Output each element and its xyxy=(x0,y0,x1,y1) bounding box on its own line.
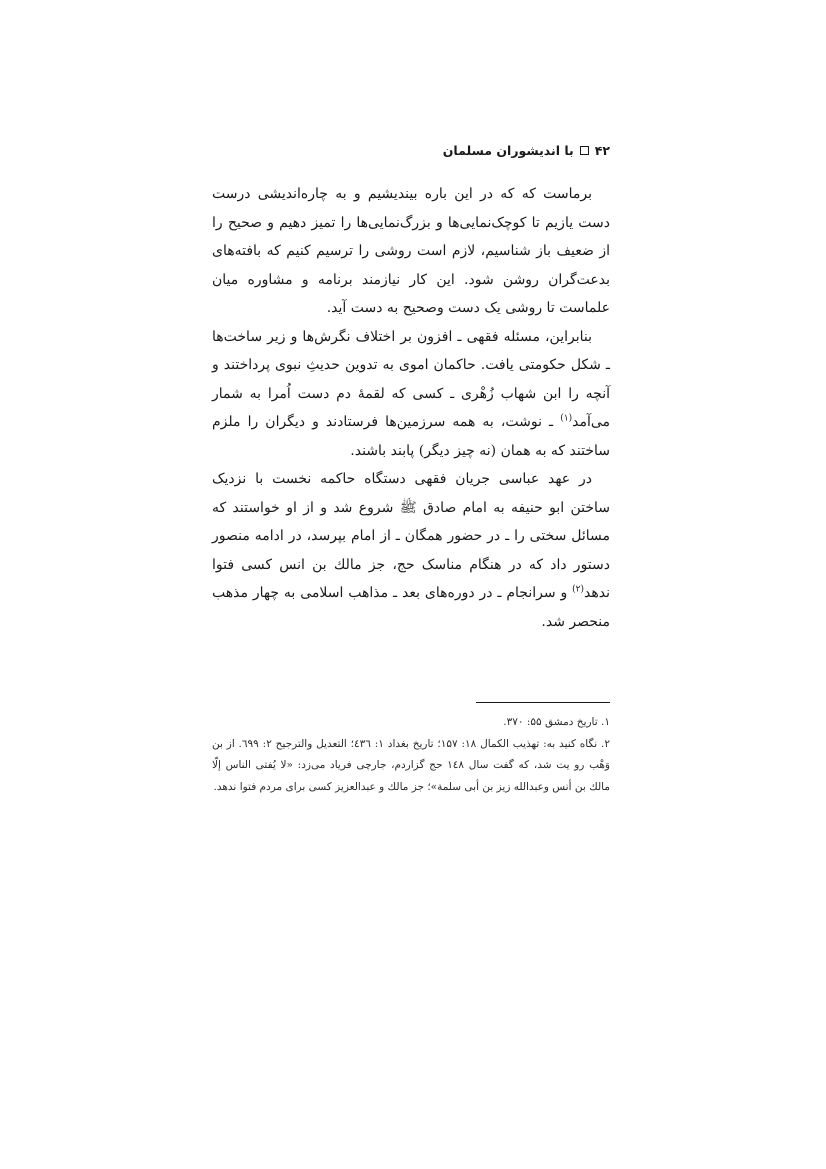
paragraph-2 xyxy=(212,323,610,466)
paragraph-text: برماست که که در این باره بیندیشیم و به چاره‌اندیشی درست دست یازیم تا کوچک‌نمایی‌ها و بزرگ‌نمایی‌ها را تمیز دهیم و صحیح را از ضعیف باز شناسیم، لازم است روشی را ترسیم کنیم که بافته‌های بدعت‌گران روشن شود. این کار نیازمند برنامه و مشاوره میان علماست تا روشی یک دست وصحیح به دست آید. xyxy=(212,186,610,316)
square-ornament-icon xyxy=(580,146,589,155)
body-text xyxy=(212,180,610,636)
paragraph-text: بنابراین، مسئله فقهی ـ افزون بر اختلاف نگرش‌ها و زیر ساخت‌ها ـ شکل حکومتی یافت. حاکمان اموی به تدوین حدیثِ نبوی پرداختند و آنچه را ابن شهاب زُهْری ـ کسی که لقمهٔ دم دست اُمرا به شمار می‌آمد xyxy=(212,328,610,430)
page-number: ۴۲ xyxy=(594,143,610,158)
book-title: با اندیشوران مسلمان xyxy=(442,143,574,158)
footnote-2: ۲. نگاه کنید به: تهذیب الکمال ۱۸: ۱۵۷؛ تاریخ بغداد ۱: ٤٣٦؛ التعدیل والترجیح ۲: ٦٩٩. از بن وَهْب رو یت شد، که گفت سال ١٤٨ حج گزاردم، جارچی فریاد می‌زد: «لا یُفتی الناس إلّا مالك بن أنس وعبدالله زیز بن أبی سلمة»؛ جز مالك و عبدالعزیز کسی برای مردم فتوا ندهد. xyxy=(212,737,610,793)
paragraph-text: در عهد عباسی جریان فقهی دستگاه حاکمه نخست با نزدیک ساختن ابو حنیفه به امام صادق ﷺ شروع شد و از او خواستند که مسائل سختی را ـ در حضور همگان ـ از امام بپرسد، در ادامه منصور دستور داد که در هنگام مناسک حج، جز مالك بن انس کسی فتوا ندهد xyxy=(212,471,610,601)
paragraph-3 xyxy=(212,465,610,636)
running-header xyxy=(212,143,610,158)
footnote-ref-1: (۱) xyxy=(560,413,573,424)
footnote-divider xyxy=(476,702,610,703)
paragraph-text: و سرانجام ـ در دوره‌های بعد ـ مذاهب اسلامی به چهار مذهب منحصر شد. xyxy=(212,585,610,630)
footnote-1: ۱. تاریخ دمشق ۵۵: ۳۷۰. xyxy=(503,716,610,728)
paragraph-1 xyxy=(212,180,610,323)
footnotes xyxy=(212,712,610,798)
footnote-ref-2: (۲) xyxy=(572,584,585,595)
paragraph-text: ـ نوشت، به همه سرزمین‌ها فرستادند و دیگران را ملزم ساختند که به همان (نه چیز دیگر) پابند باشند. xyxy=(212,414,610,459)
